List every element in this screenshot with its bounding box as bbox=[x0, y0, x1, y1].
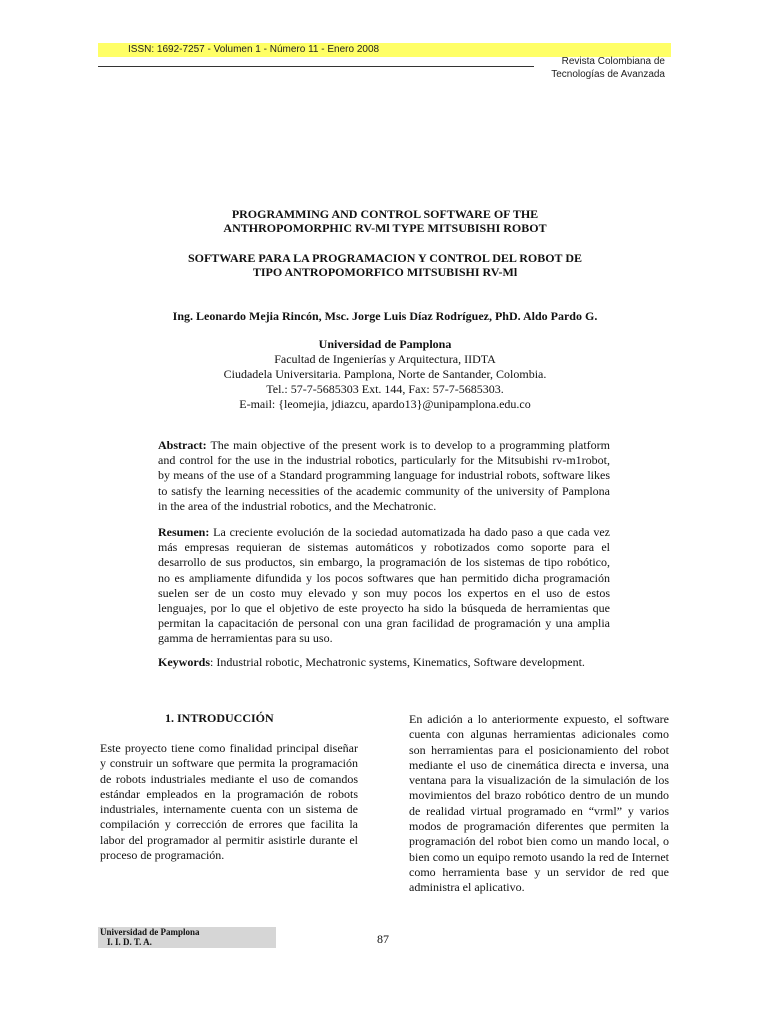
footer-line1: Universidad de Pamplona bbox=[100, 927, 200, 937]
abstract-label: Abstract: bbox=[158, 438, 207, 452]
footer-affiliation bbox=[100, 927, 200, 947]
issn-line: ISSN: 1692-7257 - Volumen 1 - Número 11 - Enero 2008 bbox=[128, 44, 380, 55]
spanish-title bbox=[100, 251, 670, 279]
resumen-text: La creciente evolución de la sociedad automatizada ha dado paso a que cada vez más empresas requieran de sistemas automáticos y robotizados como soporte para el desarrollo de sus productos, sin embargo, la programación de los sistemas de tipo robótico, no es ampliamente difundida y los pocos softwares que han permitido dicha programación suelen ser de un costo muy elevado y son muy pocos los expertos en el uso de estos lenguajes, por lo que el objetivo de este proyecto ha sido la búsqueda de herramientas que permitan la capacitación de personal con una gran facilidad de programación y una amplia gamma de herramientas para su uso. bbox=[158, 525, 610, 646]
resumen-label: Resumen: bbox=[158, 525, 210, 539]
abstract-text: The main objective of the present work is to develop to a programming platform and control for the use in the industrial robotics, particularly for the Mitsubishi rv-m1robot, by means of the use of a Standard programming language for industrial robots, software likes to satisfy the learning necessities of the academic community of the university of Pamplona in the area of the industrial robotics, and the Mechatronic. bbox=[158, 438, 610, 513]
email: E-mail: {leomejia, jdiazcu, apardo13}@unipamplona.edu.co bbox=[239, 397, 531, 411]
english-title-line1: PROGRAMMING AND CONTROL SOFTWARE OF THE bbox=[231, 207, 539, 221]
university-name: Universidad de Pamplona bbox=[318, 337, 452, 351]
english-title bbox=[100, 207, 670, 235]
journal-name-line1: Revista Colombiana de bbox=[561, 56, 665, 67]
page-number: 87 bbox=[377, 932, 389, 946]
affiliation bbox=[100, 337, 670, 412]
keywords bbox=[158, 655, 610, 670]
keywords-label: Keywords bbox=[158, 655, 210, 669]
abstract bbox=[158, 438, 610, 514]
left-column-paragraph: Este proyecto tiene como finalidad principal diseñar y construir un software que permita la programación de robots industriales mediante el uso de comandos estándar empleados en la programación de robots industriales, internamente cuenta con un sistema de compilación y corrección de errores que facilita la labor del programador al permitir asistirle durante el proceso de programación. bbox=[100, 741, 358, 863]
authors: Ing. Leonardo Mejia Rincón, Msc. Jorge Luis Díaz Rodríguez, PhD. Aldo Pardo G. bbox=[172, 309, 598, 323]
spanish-title-line1: SOFTWARE PARA LA PROGRAMACION Y CONTROL DEL ROBOT DE bbox=[187, 251, 583, 265]
spanish-title-line2: TIPO ANTROPOMORFICO MITSUBISHI RV-Ml bbox=[252, 265, 518, 279]
section-heading: 1. INTRODUCCIÓN bbox=[165, 711, 274, 725]
keywords-text: : Industrial robotic, Mechatronic systems, Kinematics, Software development. bbox=[210, 655, 585, 669]
right-column-paragraph: En adición a lo anteriormente expuesto, el software cuenta con algunas herramientas adicionales como son herramientas para el posicionamiento del robot mediante el uso de cinemática directa e inversa, una ventana para la visualización de la simulación de los movimientos del brazo robótico dentro de un mundo de realidad virtual programado en “vrml” y varios modos de programación diferentes que permiten la programación del robot bien como un mando local, o bien como un equipo remoto usando la red de Internet como herramienta base y un servidor de red que administra el aplicativo. bbox=[409, 712, 669, 895]
header-rule bbox=[98, 66, 534, 67]
resumen bbox=[158, 525, 610, 647]
faculty: Facultad de Ingenierías y Arquitectura, IIDTA bbox=[274, 352, 496, 366]
phone: Tel.: 57-7-5685303 Ext. 144, Fax: 57-7-5685303. bbox=[266, 382, 504, 396]
journal-name bbox=[551, 55, 665, 81]
english-title-line2: ANTHROPOMORPHIC RV-Ml TYPE MITSUBISHI ROBOT bbox=[223, 221, 547, 235]
footer-line2: I. I. D. T. A. bbox=[107, 937, 152, 947]
journal-name-line2: Tecnologías de Avanzada bbox=[551, 69, 665, 80]
address: Ciudadela Universitaria. Pamplona, Norte de Santander, Colombia. bbox=[223, 367, 547, 381]
